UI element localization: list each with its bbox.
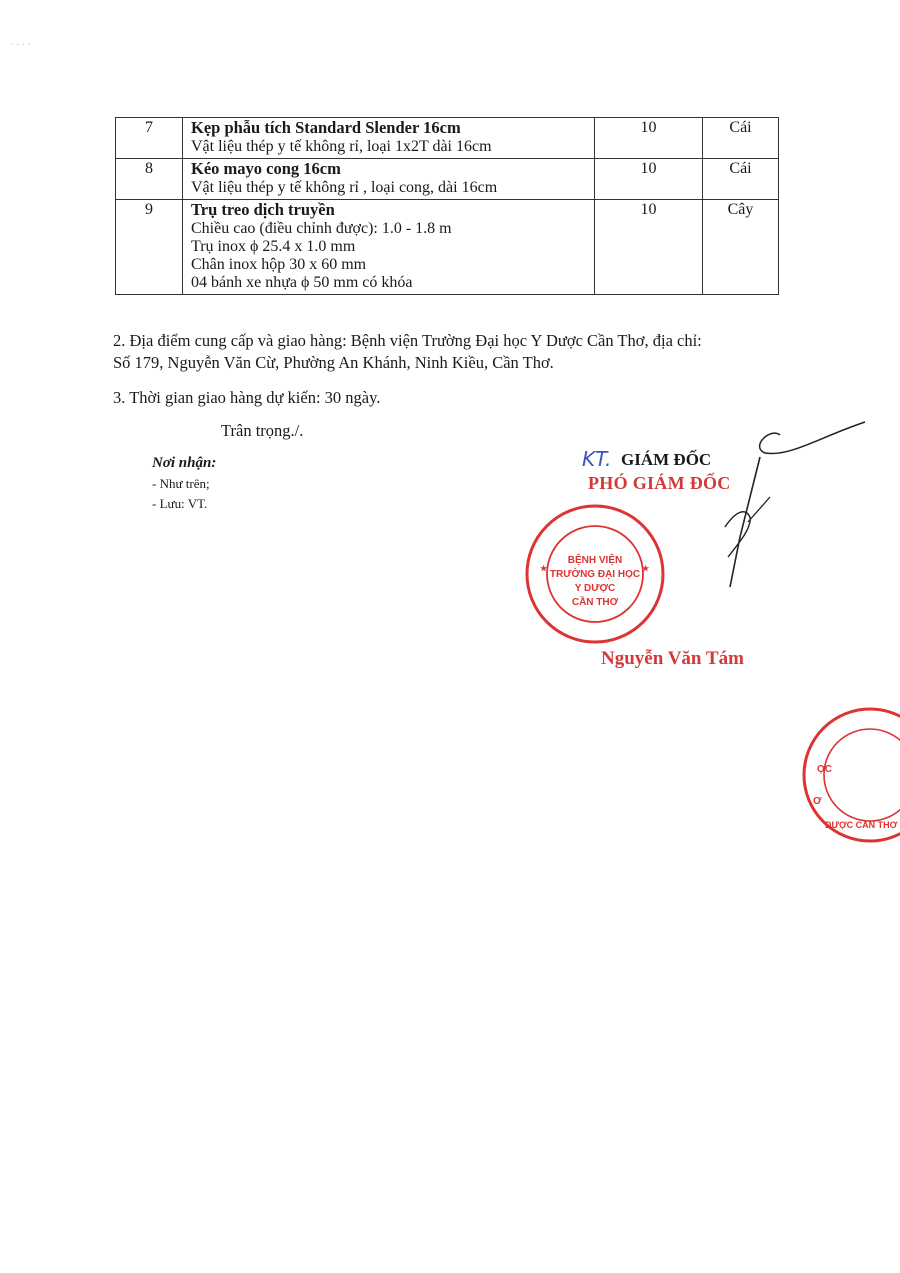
item-quantity: 10 xyxy=(595,200,703,295)
table-row xyxy=(116,200,779,295)
handwritten-signature xyxy=(630,417,880,607)
svg-text:★: ★ xyxy=(540,564,548,573)
recipients-title: Nơi nhận: xyxy=(152,455,217,471)
svg-text:DƯỢC CẦN THƠ: DƯỢC CẦN THƠ xyxy=(825,820,898,830)
svg-text:BỆNH VIỆN: BỆNH VIỆN xyxy=(567,555,623,566)
item-spec: 04 bánh xe nhựa ϕ 50 mm có khóa xyxy=(191,274,413,291)
recipient-item: - Lưu: VT. xyxy=(152,496,208,511)
signature-initial: KT. xyxy=(582,447,612,471)
svg-text:CẦN THƠ: CẦN THƠ xyxy=(571,597,619,608)
scan-artifact: · · · · xyxy=(10,40,31,51)
signature-deputy-title: PHÓ GIÁM ĐỐC xyxy=(588,473,731,493)
item-name: Trụ treo dịch truyền xyxy=(191,200,335,219)
item-name: Kẹp phẫu tích Standard Slender 16cm xyxy=(191,118,461,137)
item-spec: Chân inox hộp 30 x 60 mm xyxy=(191,256,367,273)
svg-text:TRƯỜNG ĐẠI HỌC: TRƯỜNG ĐẠI HỌC xyxy=(549,569,641,580)
delivery-time-line: 3. Thời gian giao hàng dự kiến: 30 ngày. xyxy=(113,388,381,407)
svg-text:ỌC: ỌC xyxy=(817,764,832,775)
signature-title: GIÁM ĐỐC xyxy=(621,450,712,469)
row-number: 9 xyxy=(116,200,183,295)
item-spec: Trụ inox ϕ 25.4 x 1.0 mm xyxy=(191,238,356,255)
row-number: 8 xyxy=(116,159,183,200)
svg-text:Ơ: Ơ xyxy=(813,796,822,807)
item-description xyxy=(183,118,595,159)
item-unit: Cây xyxy=(703,200,779,295)
item-spec: Chiều cao (điều chỉnh được): 1.0 - 1.8 m xyxy=(191,220,452,237)
row-number: 7 xyxy=(116,118,183,159)
table-row xyxy=(116,159,779,200)
item-quantity: 10 xyxy=(595,118,703,159)
item-unit: Cái xyxy=(703,118,779,159)
delivery-line-1: 2. Địa điểm cung cấp và giao hàng: Bệnh viện Trường Đại học Y Dược Cần Thơ, địa chỉ: xyxy=(113,331,702,350)
item-description xyxy=(183,200,595,295)
item-spec: Vật liệu thép y tế không rỉ , loại cong, dài 16cm xyxy=(191,179,498,196)
item-spec: Vật liệu thép y tế không rỉ, loại 1x2T dài 16cm xyxy=(191,138,492,155)
svg-text:Y DƯỢC: Y DƯỢC xyxy=(574,583,616,594)
signature-block xyxy=(540,447,815,687)
item-quantity: 10 xyxy=(595,159,703,200)
partial-stamp xyxy=(795,700,900,850)
item-name: Kéo mayo cong 16cm xyxy=(191,159,341,178)
delivery-line-2: Số 179, Nguyễn Văn Cừ, Phường An Khánh, Ninh Kiều, Cần Thơ. xyxy=(113,353,554,372)
closing-line: Trân trọng./. xyxy=(221,421,304,440)
svg-text:★: ★ xyxy=(642,564,650,573)
items-table xyxy=(115,117,779,295)
item-unit: Cái xyxy=(703,159,779,200)
item-description xyxy=(183,159,595,200)
signer-name: Nguyễn Văn Tám xyxy=(601,648,744,669)
recipient-item: - Như trên; xyxy=(152,476,210,491)
table-row xyxy=(116,118,779,159)
